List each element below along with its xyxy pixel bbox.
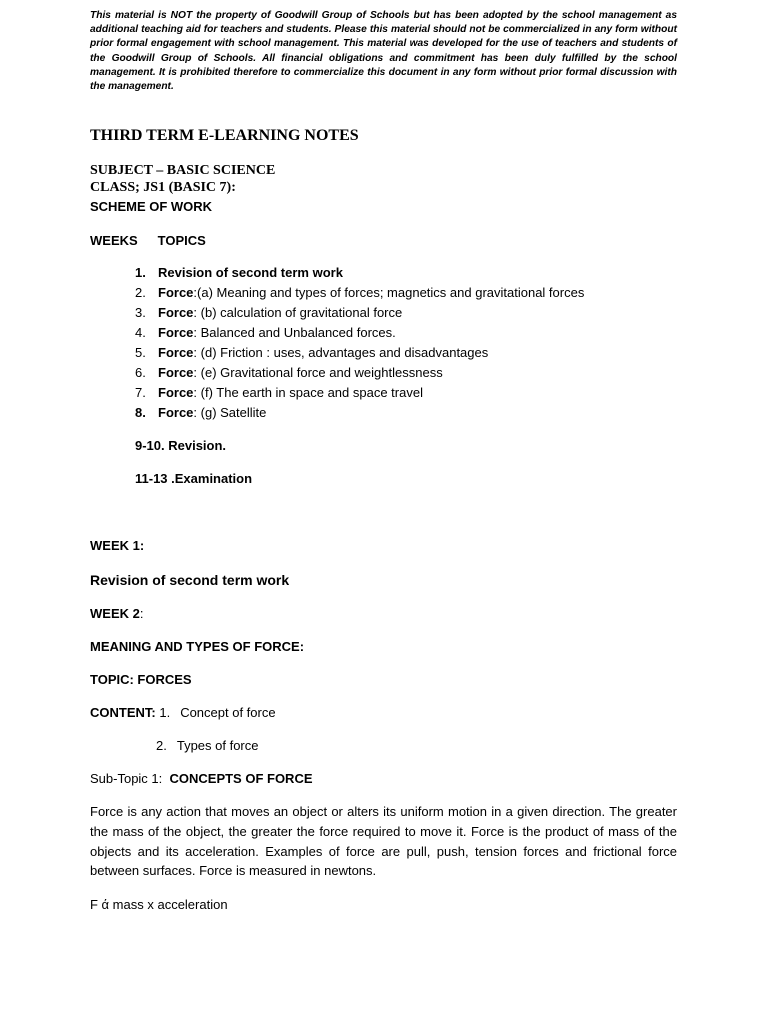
topics-list [135, 264, 584, 424]
force-definition-paragraph: Force is any action that moves an object or alters its uniform motion in a given direction. The greater the mass of the object, the greater the force required to move it. Force is the product of mass of the objects and its acceleration. Examples of force are pull, push, tension forces and frictional force between surfaces. Force is measured in newtons. [90, 804, 677, 879]
content-item: Types of force [176, 738, 259, 753]
subtopic-label: Sub-Topic 1: [90, 771, 163, 786]
content-line: 2. Types of force [156, 738, 259, 753]
topic-item: 5. Force: (d) Friction : uses, advantages and disadvantages [135, 345, 489, 360]
topic-item: 2. Force:(a) Meaning and types of forces; magnetics and gravitational forces [135, 285, 585, 300]
topic-item: 3. Force: (b) calculation of gravitational force [135, 305, 403, 320]
subtopic-title: CONCEPTS OF FORCE [169, 771, 313, 786]
document-title: THIRD TERM E-LEARNING NOTES [90, 127, 359, 144]
week1-title: Revision of second term work [90, 572, 290, 588]
examination-item: 11-13 .Examination [135, 471, 253, 486]
week2-heading: WEEK 2: [90, 606, 144, 621]
topics-table-header [90, 233, 206, 248]
content-label: CONTENT: [90, 705, 156, 720]
meaning-and-types-heading: MEANING AND TYPES OF FORCE: [90, 639, 305, 654]
force-formula: F ά mass x acceleration [90, 897, 228, 912]
topic-item: 7. Force: (f) The earth in space and space travel [135, 385, 423, 400]
subject-heading: SUBJECT – BASIC SCIENCE [90, 163, 276, 178]
weeks-column-label: WEEKS [90, 233, 138, 248]
subtopic-heading [90, 771, 313, 786]
disclaimer-text: This material is NOT the property of Goodwill Group of Schools but has been adopted by the school management as additional teaching aid for teachers and students. Please this material should not be commercialized in any form without prior formal engagement with school management. This material was developed for the use of teachers and students of the Goodwill Group of Schools. All financial obligations and commitment has been duly fulfilled by the school management. It is prohibited therefore to commercialize this document in any form without prior formal discussion with the management. [90, 10, 677, 93]
topic-heading: TOPIC: FORCES [90, 672, 192, 687]
topic-item: 4. Force: Balanced and Unbalanced forces. [135, 325, 396, 340]
topic-item: 8. Force: (g) Satellite [135, 405, 267, 420]
topic-item: 6. Force: (e) Gravitational force and weightlessness [135, 365, 443, 380]
revision-item: 9-10. Revision. [135, 438, 227, 453]
topic-item: 1. Revision of second term work [135, 265, 343, 280]
class-heading: CLASS; JS1 (BASIC 7): [90, 180, 236, 195]
week1-heading: WEEK 1: [90, 538, 145, 553]
content-line: CONTENT: 1. Concept of force [90, 705, 276, 720]
scheme-of-work-heading: SCHEME OF WORK [90, 199, 213, 214]
content-item: Concept of force [180, 705, 276, 720]
topics-column-label: TOPICS [157, 233, 206, 248]
